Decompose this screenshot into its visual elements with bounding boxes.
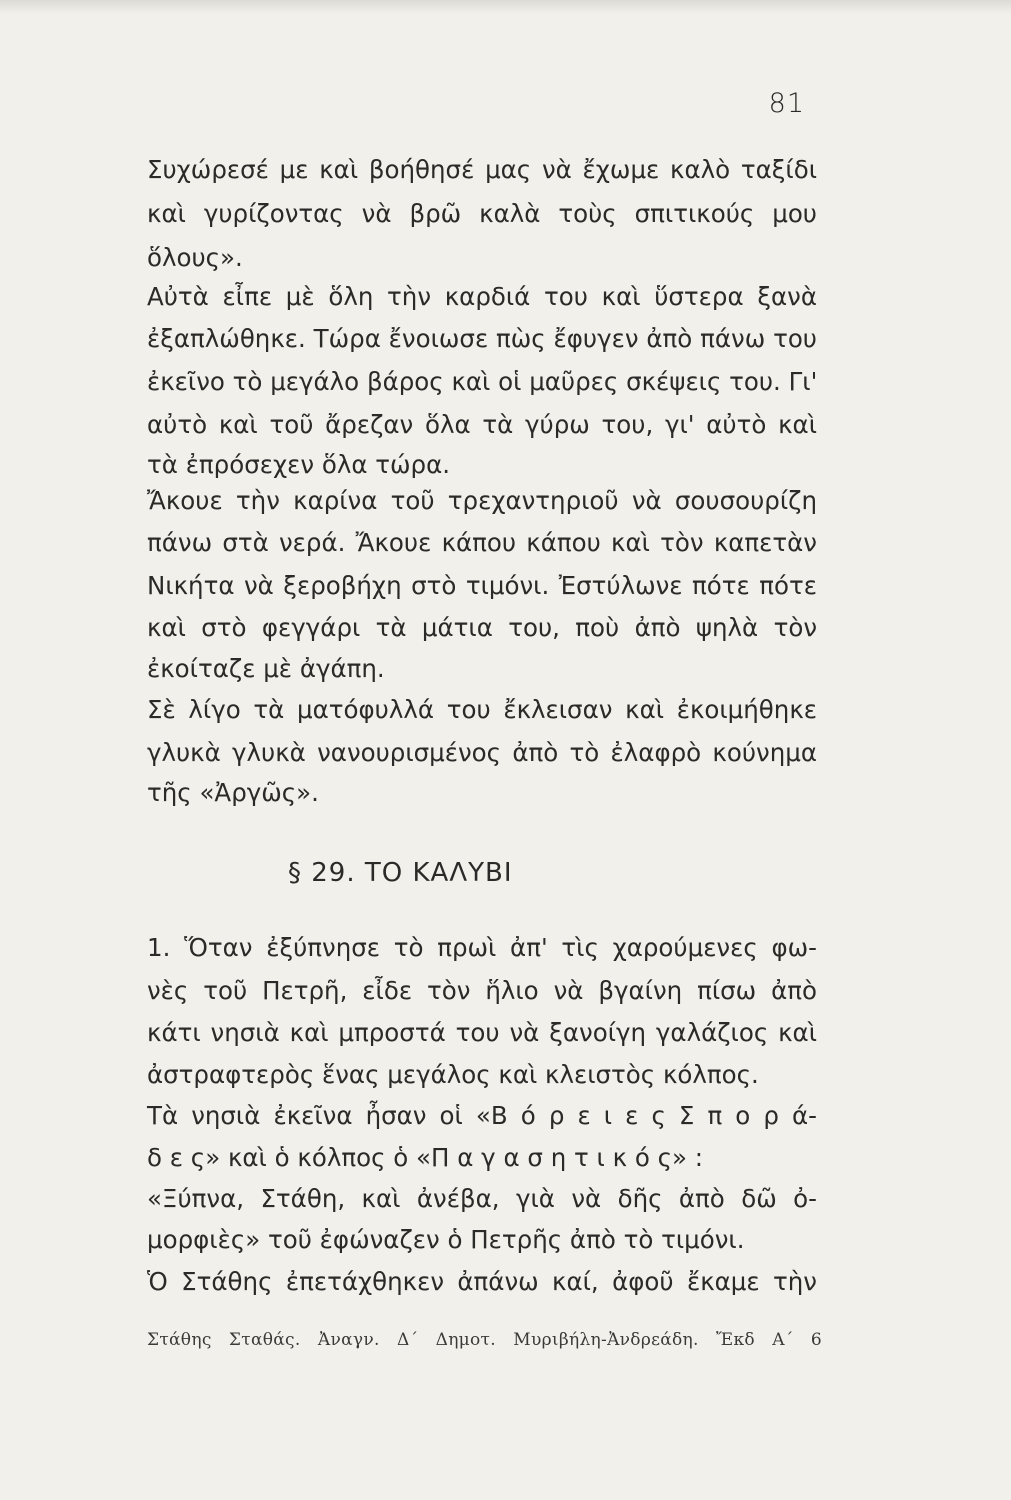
text-line: Ὁ Στάθης ἐπετάχθηκεν ἀπάνω καί, ἀφοῦ ἔκαμε τὴν — [147, 1267, 817, 1296]
text-line: μορφιὲς» τοῦ ἐφώναζεν ὁ Πετρῆς ἀπὸ τὸ τιμόνι. — [147, 1225, 745, 1254]
text-line: 1. Ὅταν ἐξύπνησε τὸ πρωὶ ἀπ' τὶς χαρούμενες φω- — [147, 933, 817, 962]
text-line: νὲς τοῦ Πετρῆ, εἶδε τὸν ἥλιο νὰ βγαίνη πίσω ἀπὸ — [147, 976, 817, 1005]
text-line: γλυκὰ γλυκὰ νανουρισμένος ἀπὸ τὸ ἐλαφρὸ κούνημα — [147, 738, 817, 767]
text-line: τῆς «Ἀργῶς». — [147, 778, 319, 807]
text-line: ὅλους». — [147, 243, 243, 272]
section-heading: § 29. ΤΟ ΚΑΛΥΒΙ — [288, 858, 513, 888]
text-line: ἀστραφτερὸς ἕνας μεγάλος καὶ κλειστὸς κόλπος. — [147, 1060, 759, 1089]
text-line: ἐκεῖνο τὸ μεγάλο βάρος καὶ οἱ μαῦρες σκέψεις του. Γι' — [147, 367, 818, 396]
text-line: ἐξαπλώθηκε. Τώρα ἔνοιωσε πὼς ἔφυγεν ἀπὸ πάνω του — [147, 324, 817, 353]
text-line: «Ξύπνα, Στάθη, καὶ ἀνέβα, γιὰ νὰ δῆς ἀπὸ δῶ ὀ- — [147, 1184, 817, 1213]
text-line: Νικήτα νὰ ξεροβήχη στὸ τιμόνι. Ἐστύλωνε πότε πότε — [147, 571, 817, 600]
text-line: Ἄκουε τὴν καρίνα τοῦ τρεχαντηριοῦ νὰ σουσουρίζη — [147, 486, 817, 515]
text-line: κάτι νησιὰ καὶ μπροστά του νὰ ξανοίγη γαλάζιος καὶ — [147, 1018, 817, 1047]
page-edge-shadow — [0, 0, 1011, 14]
text-line: αὐτὸ καὶ τοῦ ἄρεζαν ὅλα τὰ γύρω του, γι' αὐτὸ καὶ — [147, 410, 817, 439]
page-footer: Στάθης Σταθάς. Ἀναγν. Δ΄ Δημοτ. Μυριβήλη-Ἀνδρεάδη. Ἔκδ Α΄ 6 — [147, 1330, 822, 1350]
text-line: καὶ γυρίζοντας νὰ βρῶ καλὰ τοὺς σπιτικούς μου — [147, 199, 817, 228]
page-number: 81 — [768, 88, 805, 119]
text-line: Τὰ νησιὰ ἐκεῖνα ἦσαν οἱ «Β ό ρ ε ι ε ς Σ π ο ρ ά- — [147, 1101, 817, 1130]
text-line: τὰ ἐπρόσεχεν ὅλα τώρα. — [147, 450, 451, 479]
text-line: ἐκοίταζε μὲ ἀγάπη. — [147, 654, 385, 683]
text-line: Αὐτὰ εἶπε μὲ ὅλη τὴν καρδιά του καὶ ὕστερα ξανὰ — [147, 282, 817, 311]
text-line: καὶ στὸ φεγγάρι τὰ μάτια του, ποὺ ἀπὸ ψηλὰ τὸν — [147, 613, 817, 642]
text-line: Συχώρεσέ με καὶ βοήθησέ μας νὰ ἔχωμε καλὸ ταξίδι — [147, 155, 817, 184]
text-line: δ ε ς» καὶ ὁ κόλπος ὁ «Π α γ α σ η τ ι κ ό ς» : — [147, 1143, 704, 1172]
text-line: πάνω στὰ νερά. Ἄκουε κάπου κάπου καὶ τὸν καπετὰν — [147, 528, 817, 557]
text-line: Σὲ λίγο τὰ ματόφυλλά του ἔκλεισαν καὶ ἐκοιμήθηκε — [147, 695, 817, 724]
